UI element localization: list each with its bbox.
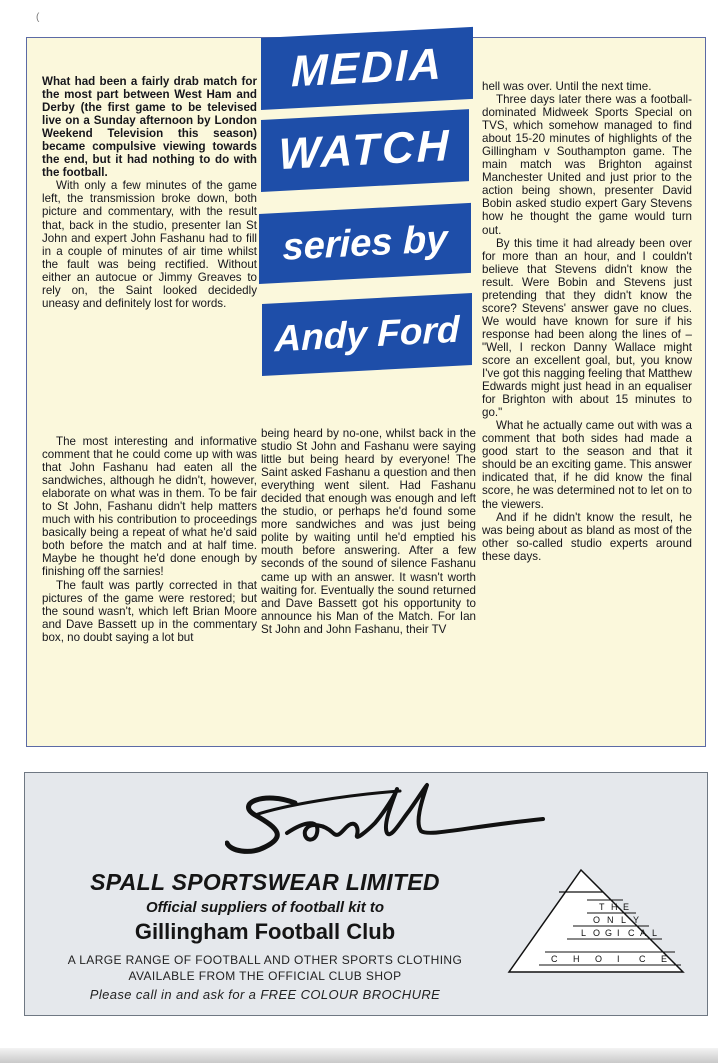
article-paragraph: The fault was partly corrected in that pictures of the game were restored; but the sound wasn't, which left Brian Moore and Dave Bassett up in the commentary box, no doubt saying a lot but bbox=[42, 578, 257, 644]
article-column-2 bbox=[261, 427, 476, 636]
article-paragraph: Three days later there was a football-dominated Midweek Sports Special on TVS, which somehow managed to find about 15-20 minutes of highlights of the Gillingham v Southampton game. The main match was Brighton against Manchester United and just prior to the action being shown, presenter David Bobin asked studio expert Gary Stevens how he thought the game would turn out. bbox=[482, 93, 692, 237]
advert-line-range: A LARGE RANGE OF FOOTBALL AND OTHER SPORTS CLOTHING bbox=[67, 953, 463, 967]
article-paragraph: being heard by no-one, whilst back in the studio St John and Fashanu were saying little but being heard by everyone! The Saint asked Fashanu a question and then everything went silent. Had Fashanu decided that enough was enough and left the studio, or perhaps he'd found some more sandwiches and was just being polite by waiting until he'd emptied his mouth before answering. After a few seconds of the sound of silence Fashanu came up with an answer. It wasn't worth waiting for. Eventually the sound returned and Dave Bassett got his opportunity to announce his Man of the Match. For Ian St John and John Fashanu, their TV bbox=[261, 427, 476, 636]
advert-company-name: SPALL SPORTSWEAR LIMITED bbox=[90, 869, 440, 895]
advert-club-name: Gillingham Football Club bbox=[134, 919, 396, 944]
banner-watch: WATCH bbox=[261, 109, 469, 192]
logical-choice-triangle-logo bbox=[507, 868, 685, 988]
triangle-letter: L bbox=[652, 928, 658, 938]
page-edge-mark: ( bbox=[36, 12, 40, 23]
article-paragraph: hell was over. Until the next time. bbox=[482, 80, 652, 93]
article-paragraph: And if he didn't know the result, he was being about as bland as most of the other so-called studio experts around these days. bbox=[482, 510, 692, 563]
triangle-letter: O bbox=[593, 915, 601, 925]
triangle-letter: C bbox=[639, 954, 646, 964]
article-paragraph: With only a few minutes of the game left, the transmission broke down, both picture and commentary, with the result that, back in the studio, presenter Ian St John and expert John Fashanu had to fill in a couple of minutes of air time whilst the fault was being rectified. Without either an autocue or Jimmy Greaves to rely on, the Saint looked decidedly uneasy and definitely lost for words. bbox=[42, 179, 257, 310]
triangle-letter: L bbox=[581, 928, 587, 938]
advert-line-brochure: Please call in and ask for a FREE COLOUR BROCHURE bbox=[89, 987, 441, 1002]
triangle-letter: L bbox=[621, 915, 627, 925]
triangle-letter: Y bbox=[633, 915, 640, 925]
triangle-letter: C bbox=[628, 928, 635, 938]
media-watch-article bbox=[26, 37, 706, 747]
page-bottom-edge bbox=[0, 1048, 718, 1063]
article-lead-paragraph: What had been a fairly drab match for the most part between West Ham and Derby (the first game to be televised live on a Sunday afternoon by London Weekend Television this season) became compulsive viewing towards the end, but it had nothing to do with the football. bbox=[42, 75, 257, 180]
triangle-letter: H bbox=[573, 954, 580, 964]
article-paragraph: The most interesting and informative comment that he could come up with was that John Fashanu had eaten all the sandwiches, although he didn't, however, elaborate on what was in them. To be fair to St John, Fashanu didn't help matters much with his contribution to proceedings basically being a repeat of what he'd said both before the match and at half time. Maybe he thought he'd done enough by finishing off the sarnies! bbox=[42, 435, 257, 579]
advert-line-availability: AVAILABLE FROM THE OFFICIAL CLUB SHOP bbox=[128, 969, 402, 983]
triangle-letter: O bbox=[593, 928, 601, 938]
banner-series-by: series by bbox=[259, 203, 471, 284]
triangle-letter: T bbox=[599, 902, 605, 912]
triangle-letter: E bbox=[661, 954, 668, 964]
article-column-1-top bbox=[42, 75, 257, 310]
spall-signature-logo bbox=[225, 781, 545, 863]
spall-advert bbox=[24, 772, 708, 1016]
triangle-letter: I bbox=[617, 954, 620, 964]
triangle-letter: H bbox=[611, 902, 618, 912]
triangle-letter: N bbox=[607, 915, 614, 925]
triangle-letter: E bbox=[623, 902, 630, 912]
triangle-letter: G bbox=[605, 928, 613, 938]
triangle-letter: I bbox=[617, 928, 620, 938]
triangle-letter: O bbox=[595, 954, 603, 964]
article-paragraph: By this time it had already been over for more than an hour, and I couldn't believe that Stevens didn't know the result. Were Bobin and Stevens just pretending that they didn't know the score? Stevens' answer gave no clues. We would have known for sure if his response had been along the lines of – "Well, I reckon Danny Wallace might score an excellent goal, but, you know I've got this nagging feeling that Matthew Edwards might just head in an equaliser for Brighton with about 15 minutes to go." bbox=[482, 236, 692, 420]
banner-author: Andy Ford bbox=[262, 293, 472, 376]
advert-subtitle: Official suppliers of football kit to bbox=[145, 899, 385, 916]
article-column-3 bbox=[482, 80, 692, 563]
triangle-letter: C bbox=[551, 954, 558, 964]
banner-media: MEDIA bbox=[261, 27, 473, 110]
triangle-letter: A bbox=[640, 928, 647, 938]
article-paragraph: What he actually came out with was a comment that both sides had made a good start to the season and that it should be an exciting game. This answer indicated that, if he did know the final score, he was determined not to let on to the viewers. bbox=[482, 419, 692, 511]
article-column-1-bottom bbox=[42, 435, 257, 644]
